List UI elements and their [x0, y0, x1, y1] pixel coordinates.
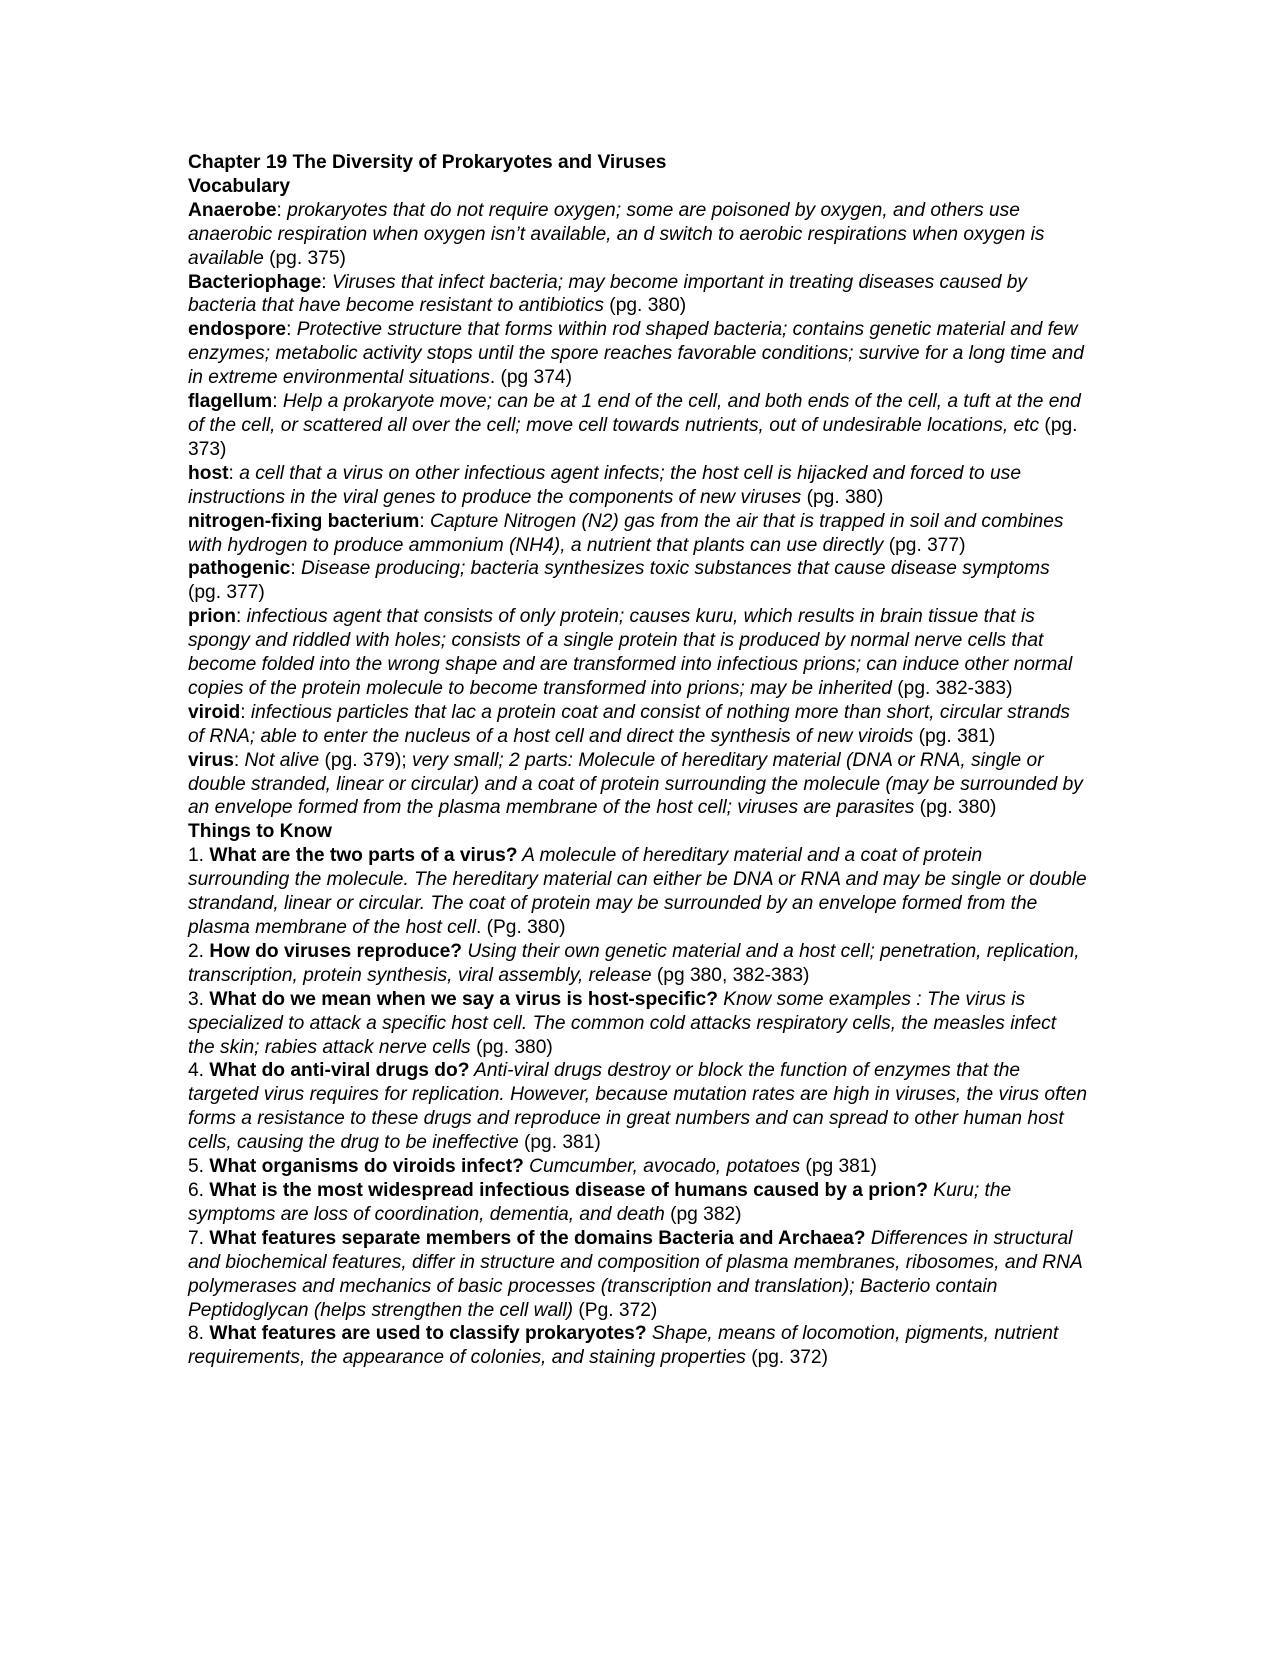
vocab-definition: Not alive: [244, 749, 320, 771]
answer-text: Using their own genetic material and a host cell; penetration, replication, transcription, protein synthesis, viral assembly, release: [188, 940, 1080, 986]
question-item-6: [188, 1179, 1088, 1227]
vocab-definition: Capture Nitrogen (N2) gas from the air that is trapped in soil and combines with hydrogen to produce ammonium (NH4), a nutrient that plants can use directly: [188, 510, 1064, 556]
vocab-entry-host: host: a cell that a virus on other infectious agent infects; the host cell is hijacked and forced to use instructions in the viral genes to produce the components of new viruses (pg. 380): [188, 462, 1021, 508]
question-text: What are the two parts of a virus?: [209, 845, 518, 867]
document-page: [188, 151, 1088, 1370]
page-reference: (pg. 380): [603, 295, 687, 317]
vocab-term: viroid: [188, 701, 241, 723]
vocab-term: prion: [188, 606, 236, 628]
answer-text: Cumcumber, avocado, potatoes: [523, 1156, 801, 1178]
question-item-5: [188, 1155, 1088, 1179]
vocab-entry-nitrogen-fixing-bacterium: nitrogen-fixing bacterium: Capture Nitrogen (N2) gas from the air that is trapped in soil and combines with hydrogen to produce ammonium (NH4), a nutrient that plants can use directly (pg. 377): [188, 510, 1064, 556]
things-to-know-heading: Things to Know: [188, 821, 332, 843]
question-number: 2.: [188, 940, 210, 962]
vocab-term: Bacteriophage: [188, 271, 322, 293]
vocab-entry-prion: prion: infectious agent that consists of only protein; causes kuru, which results in brain tissue that is spongy and riddled with holes; consists of a single protein that is produced by normal nerve cells that become folded into the wrong shape and are transformed into infectious prions; can induce other normal copies of the protein molecule to become transformed into prions; may be inherited (pg. 382-383): [188, 606, 1073, 699]
page-reference: (pg 382): [664, 1203, 742, 1225]
page-reference: (pg 380, 382-383): [651, 964, 810, 986]
vocab-term: flagellum: [188, 391, 273, 413]
vocab-definition: a cell that a virus on other infectious agent infects; the host cell is hijacked and forced to use instructions in the viral genes to produce the components of new viruses: [188, 462, 1021, 508]
things-to-know-list: [188, 844, 1088, 1370]
page-reference: (pg. 379);: [319, 749, 412, 771]
page-reference: . (Pg. 380): [475, 917, 566, 938]
question-number: 6.: [188, 1179, 210, 1201]
vocab-definition: Disease producing; bacteria synthesizes toxic substances that cause disease symptoms: [301, 558, 1050, 580]
question-number: 3.: [188, 988, 210, 1010]
question-number: 8.: [188, 1323, 210, 1345]
question-text: What organisms do viroids infect?: [209, 1156, 524, 1178]
page-reference: (pg. 380): [801, 486, 884, 508]
question-text: What features separate members of the domains Bacteria and Archaea?: [209, 1227, 866, 1249]
question-item-4: [188, 1059, 1088, 1155]
question-item-7: [188, 1227, 1088, 1323]
question-item-3: [188, 988, 1088, 1060]
vocab-definition: prokaryotes that do not require oxygen; some are poisoned by oxygen, and others use anaerobic respiration when oxygen isn’t available, an d switch to aerobic respirations when oxygen is available: [188, 199, 1045, 269]
answer-text: Anti-viral drugs destroy or block the function of enzymes that the targeted virus requires for replication. However, because mutation rates are high in viruses, the virus often forms a resistance to these drugs and reproduce in great numbers and can spread to other human host cells, causing the drug to be ineffective: [188, 1060, 1088, 1154]
vocab-definition: infectious particles that lac a protein coat and consist of nothing more than short, circular strands of RNA; able to enter the nucleus of a host cell and direct the synthesis of new viroids: [188, 701, 1071, 747]
vocab-entry-anaerobe: Anaerobe: prokaryotes that do not require oxygen; some are poisoned by oxygen, and others use anaerobic respiration when oxygen isn’t available, an d switch to aerobic respirations when oxygen is available (pg. 375): [188, 199, 1045, 269]
vocab-entry-endospore: endospore: Protective structure that forms within rod shaped bacteria; contains genetic material and few enzymes; metabolic activity stops until the spore reaches favorable conditions; survive for a long time and in extreme environmental situations. (pg 374): [188, 319, 1084, 389]
question-item-1: [188, 844, 1088, 940]
vocab-entry-flagellum: flagellum: Help a prokaryote move; can be at 1 end of the cell, and both ends of the cell, a tuft at the end of the cell, or scattered all over the cell; move cell towards nutrients, out of undesirable locations, etc (pg. 373): [188, 391, 1081, 460]
page-reference: (pg. 380): [914, 797, 997, 819]
page-reference: (pg. 382-383): [891, 677, 1013, 699]
vocab-definition: infectious agent that consists of only protein; causes kuru, which results in brain tissue that is spongy and riddled with holes; consists of a single protein that is produced by normal nerve cells that become folded into the wrong shape and are transformed into infectious prions; can induce other normal copies of the protein molecule to become transformed into prions; may be inherited: [188, 606, 1073, 699]
page-reference: (pg. 380): [470, 1036, 553, 1058]
vocab-term: Anaerobe: [188, 199, 277, 221]
vocab-entry-viroid: viroid: infectious particles that lac a protein coat and consist of nothing more than short, circular strands of RNA; able to enter the nucleus of a host cell and direct the synthesis of new viroids (pg. 381): [188, 701, 1071, 747]
vocab-definition: Viruses that infect bacteria; may become important in treating diseases caused by bacteria that have become resistant to antibiotics: [188, 271, 1027, 317]
question-text: How do viruses reproduce?: [209, 940, 463, 962]
answer-text: Kuru; the symptoms are loss of coordination, dementia, and death: [188, 1179, 1012, 1225]
question-number: 4.: [188, 1060, 210, 1082]
question-item-2: [188, 940, 1088, 988]
vocab-term: host: [188, 462, 229, 484]
question-text: What do anti-viral drugs do?: [209, 1060, 470, 1082]
question-text: What do we mean when we say a virus is host-specific?: [209, 988, 718, 1010]
page-reference: (pg. 377): [188, 582, 265, 604]
answer-text: Differences in structural and biochemical features, differ in structure and composition of plasma membranes, ribosomes, and RNA polymerases and mechanics of basic processes (transcription and translation); Bacterio contain Peptidoglycan (helps strengthen the cell wall): [188, 1227, 1083, 1321]
vocab-entry-pathogenic: pathogenic: Disease producing; bacteria synthesizes toxic substances that cause disease symptoms (pg. 377): [188, 558, 1050, 604]
answer-text: Shape, means of locomotion, pigments, nutrient requirements, the appearance of colonies, and staining properties: [188, 1323, 1059, 1369]
vocab-term: pathogenic: [188, 558, 291, 580]
page-reference: (pg. 377): [883, 534, 966, 556]
vocab-definition: very small; 2 parts: Molecule of hereditary material (DNA or RNA, single or double stranded, linear or circular) and a coat of protein surrounding the molecule (may be surrounded by an envelope formed from the plasma membrane of the host cell; viruses are parasites: [188, 749, 1083, 819]
vocab-term: endospore: [188, 319, 287, 341]
page-reference: (Pg. 372): [573, 1299, 658, 1321]
question-text: What is the most widespread infectious disease of humans caused by a prion?: [209, 1179, 928, 1201]
vocab-definition: Protective structure that forms within rod shaped bacteria; contains genetic material and few enzymes; metabolic activity stops until the spore reaches favorable conditions; survive for a long time and in extreme environmental situations: [188, 319, 1084, 389]
answer-text: A molecule of hereditary material and a coat of protein surrounding the molecule. The hereditary material can either be DNA or RNA and may be single or double strandand, linear or circular. The coat of protein may be surrounded by an envelope formed from the plasma membrane of the host cell: [188, 845, 1087, 938]
question-item-8: [188, 1322, 1088, 1370]
chapter-title: Chapter 19 The Diversity of Prokaryotes and Viruses: [188, 152, 667, 173]
page-reference: (pg. 375): [263, 247, 346, 269]
question-number: 7.: [188, 1227, 210, 1249]
vocab-term: virus: [188, 749, 234, 771]
vocab-entry-bacteriophage: Bacteriophage: Viruses that infect bacteria; may become important in treating diseases caused by bacteria that have become resistant to antibiotics (pg. 380): [188, 271, 1027, 317]
question-text: What features are used to classify prokaryotes?: [209, 1323, 647, 1345]
page-reference: (pg. 372): [745, 1347, 828, 1369]
vocab-definition: Help a prokaryote move; can be at 1 end of the cell, and both ends of the cell, a tuft at the end of the cell, or scattered all over the cell; move cell towards nutrients, out of undesirable locations, etc: [188, 391, 1081, 436]
page-reference: . (pg 374): [489, 367, 572, 389]
vocab-entry-virus: virus: Not alive (pg. 379); very small; 2 parts: Molecule of hereditary material (DNA or RNA, single or double stranded, linear or circular) and a coat of protein surrounding the molecule (may be surrounded by an envelope formed from the plasma membrane of the host cell; viruses are parasites (pg. 380): [188, 749, 1083, 819]
answer-text: Know some examples : The virus is specialized to attack a specific host cell. The common cold attacks respiratory cells, the measles infect the skin; rabies attack nerve cells: [188, 988, 1057, 1058]
question-number: 1.: [188, 845, 210, 867]
page-reference: (pg. 373): [188, 414, 1078, 460]
vocabulary-heading: Vocabulary: [188, 175, 291, 197]
page-reference: (pg 381): [800, 1156, 877, 1178]
page-reference: (pg. 381): [913, 725, 996, 747]
question-number: 5.: [188, 1156, 210, 1178]
vocab-term: nitrogen-fixing bacterium: [188, 510, 420, 532]
page-reference: (pg. 381): [518, 1132, 601, 1154]
vocabulary-list: [188, 199, 1088, 821]
